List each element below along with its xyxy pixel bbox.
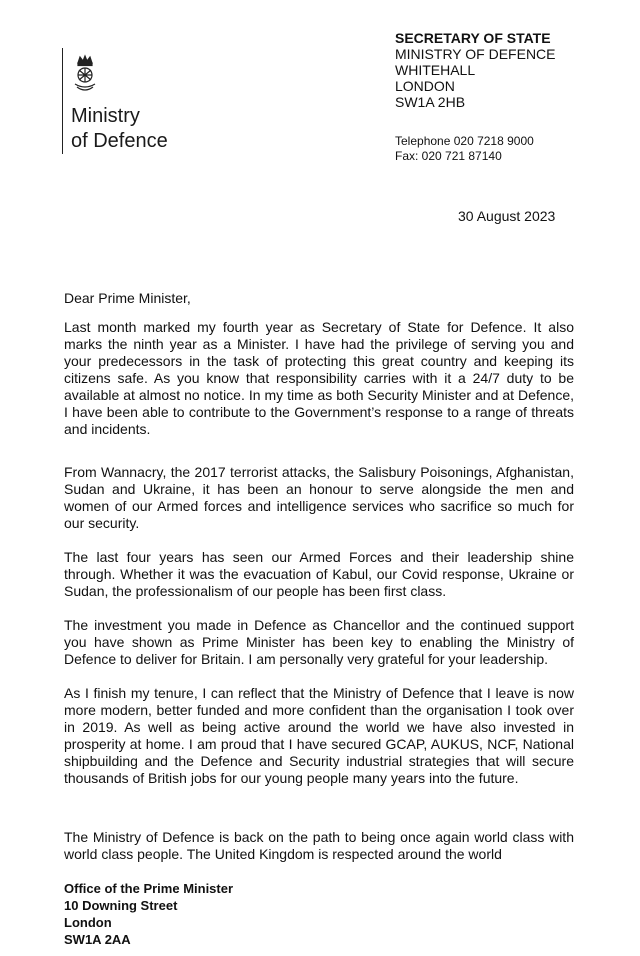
sender-address [395, 30, 556, 110]
recipient-line: London [64, 915, 112, 930]
body-paragraph: The investment you made in Defence as Chancellor and the continued support you have shown as Prime Minister has been key to enabling the Ministry of Defence to deliver for Britain. I am personally very grateful for your leadership. [64, 617, 574, 667]
sender-line: MINISTRY OF DEFENCE [395, 46, 556, 62]
logo-name-line2: of Defence [71, 130, 168, 152]
recipient-line: 10 Downing Street [64, 898, 178, 913]
body-paragraph: The Ministry of Defence is back on the path to being once again world class with world class people. The United Kingdom is respected around the world [64, 829, 574, 862]
sender-line: WHITEHALL [395, 62, 476, 78]
sender-title: SECRETARY OF STATE [395, 30, 551, 46]
logo-name-line1: Ministry [71, 105, 140, 127]
sender-line: SW1A 2HB [395, 94, 466, 110]
mod-logo [62, 48, 242, 160]
salutation: Dear Prime Minister, [64, 290, 191, 306]
body-paragraph: From Wannacry, the 2017 terrorist attacks, the Salisbury Poisonings, Afghanistan, Sudan and Ukraine, it has been an honour to serve alongside the men and women of our Armed forces and intelligence services who sacrifice so much for our security. [64, 464, 574, 531]
recipient-line: SW1A 2AA [64, 932, 131, 947]
royal-crest-icon [70, 54, 100, 94]
recipient-address [64, 880, 233, 948]
body-paragraph: The last four years has seen our Armed Forces and their leadership shine through. Whether it was the evacuation of Kabul, our Covid response, Ukraine or Sudan, the professionalism of our people has been first class. [64, 549, 574, 599]
logo-rule [62, 48, 63, 154]
recipient-line: Office of the Prime Minister [64, 881, 234, 896]
body-paragraph: Last month marked my fourth year as Secretary of State for Defence. It also marks the ninth year as a Minister. I have had the privilege of serving you and your predecessors in the task of protecting this great country and keeping its citizens safe. As you know that responsibility carries with it a 24/7 duty to be available at almost no notice. In my time as both Security Minister and at Defence, I have been able to contribute to the Government’s response to a range of threats and incidents. [64, 319, 574, 437]
fax: Fax: 020 721 87140 [395, 149, 502, 163]
sender-contact [395, 134, 534, 164]
logo-text [71, 104, 168, 154]
body-paragraph: As I finish my tenure, I can reflect that the Ministry of Defence that I leave is now more modern, better funded and more confident than the organisation I took over in 2019. As well as being active around the world we have also invested in prosperity at home. I am proud that I have secured GCAP, AUKUS, NCF, National shipbuilding and the Defence and Security industrial strategies that will secure thousands of British jobs for our young people many years into the future. [64, 685, 574, 786]
letter-date: 30 August 2023 [458, 208, 556, 224]
telephone: Telephone 020 7218 9000 [395, 134, 534, 148]
sender-line: LONDON [395, 78, 455, 94]
